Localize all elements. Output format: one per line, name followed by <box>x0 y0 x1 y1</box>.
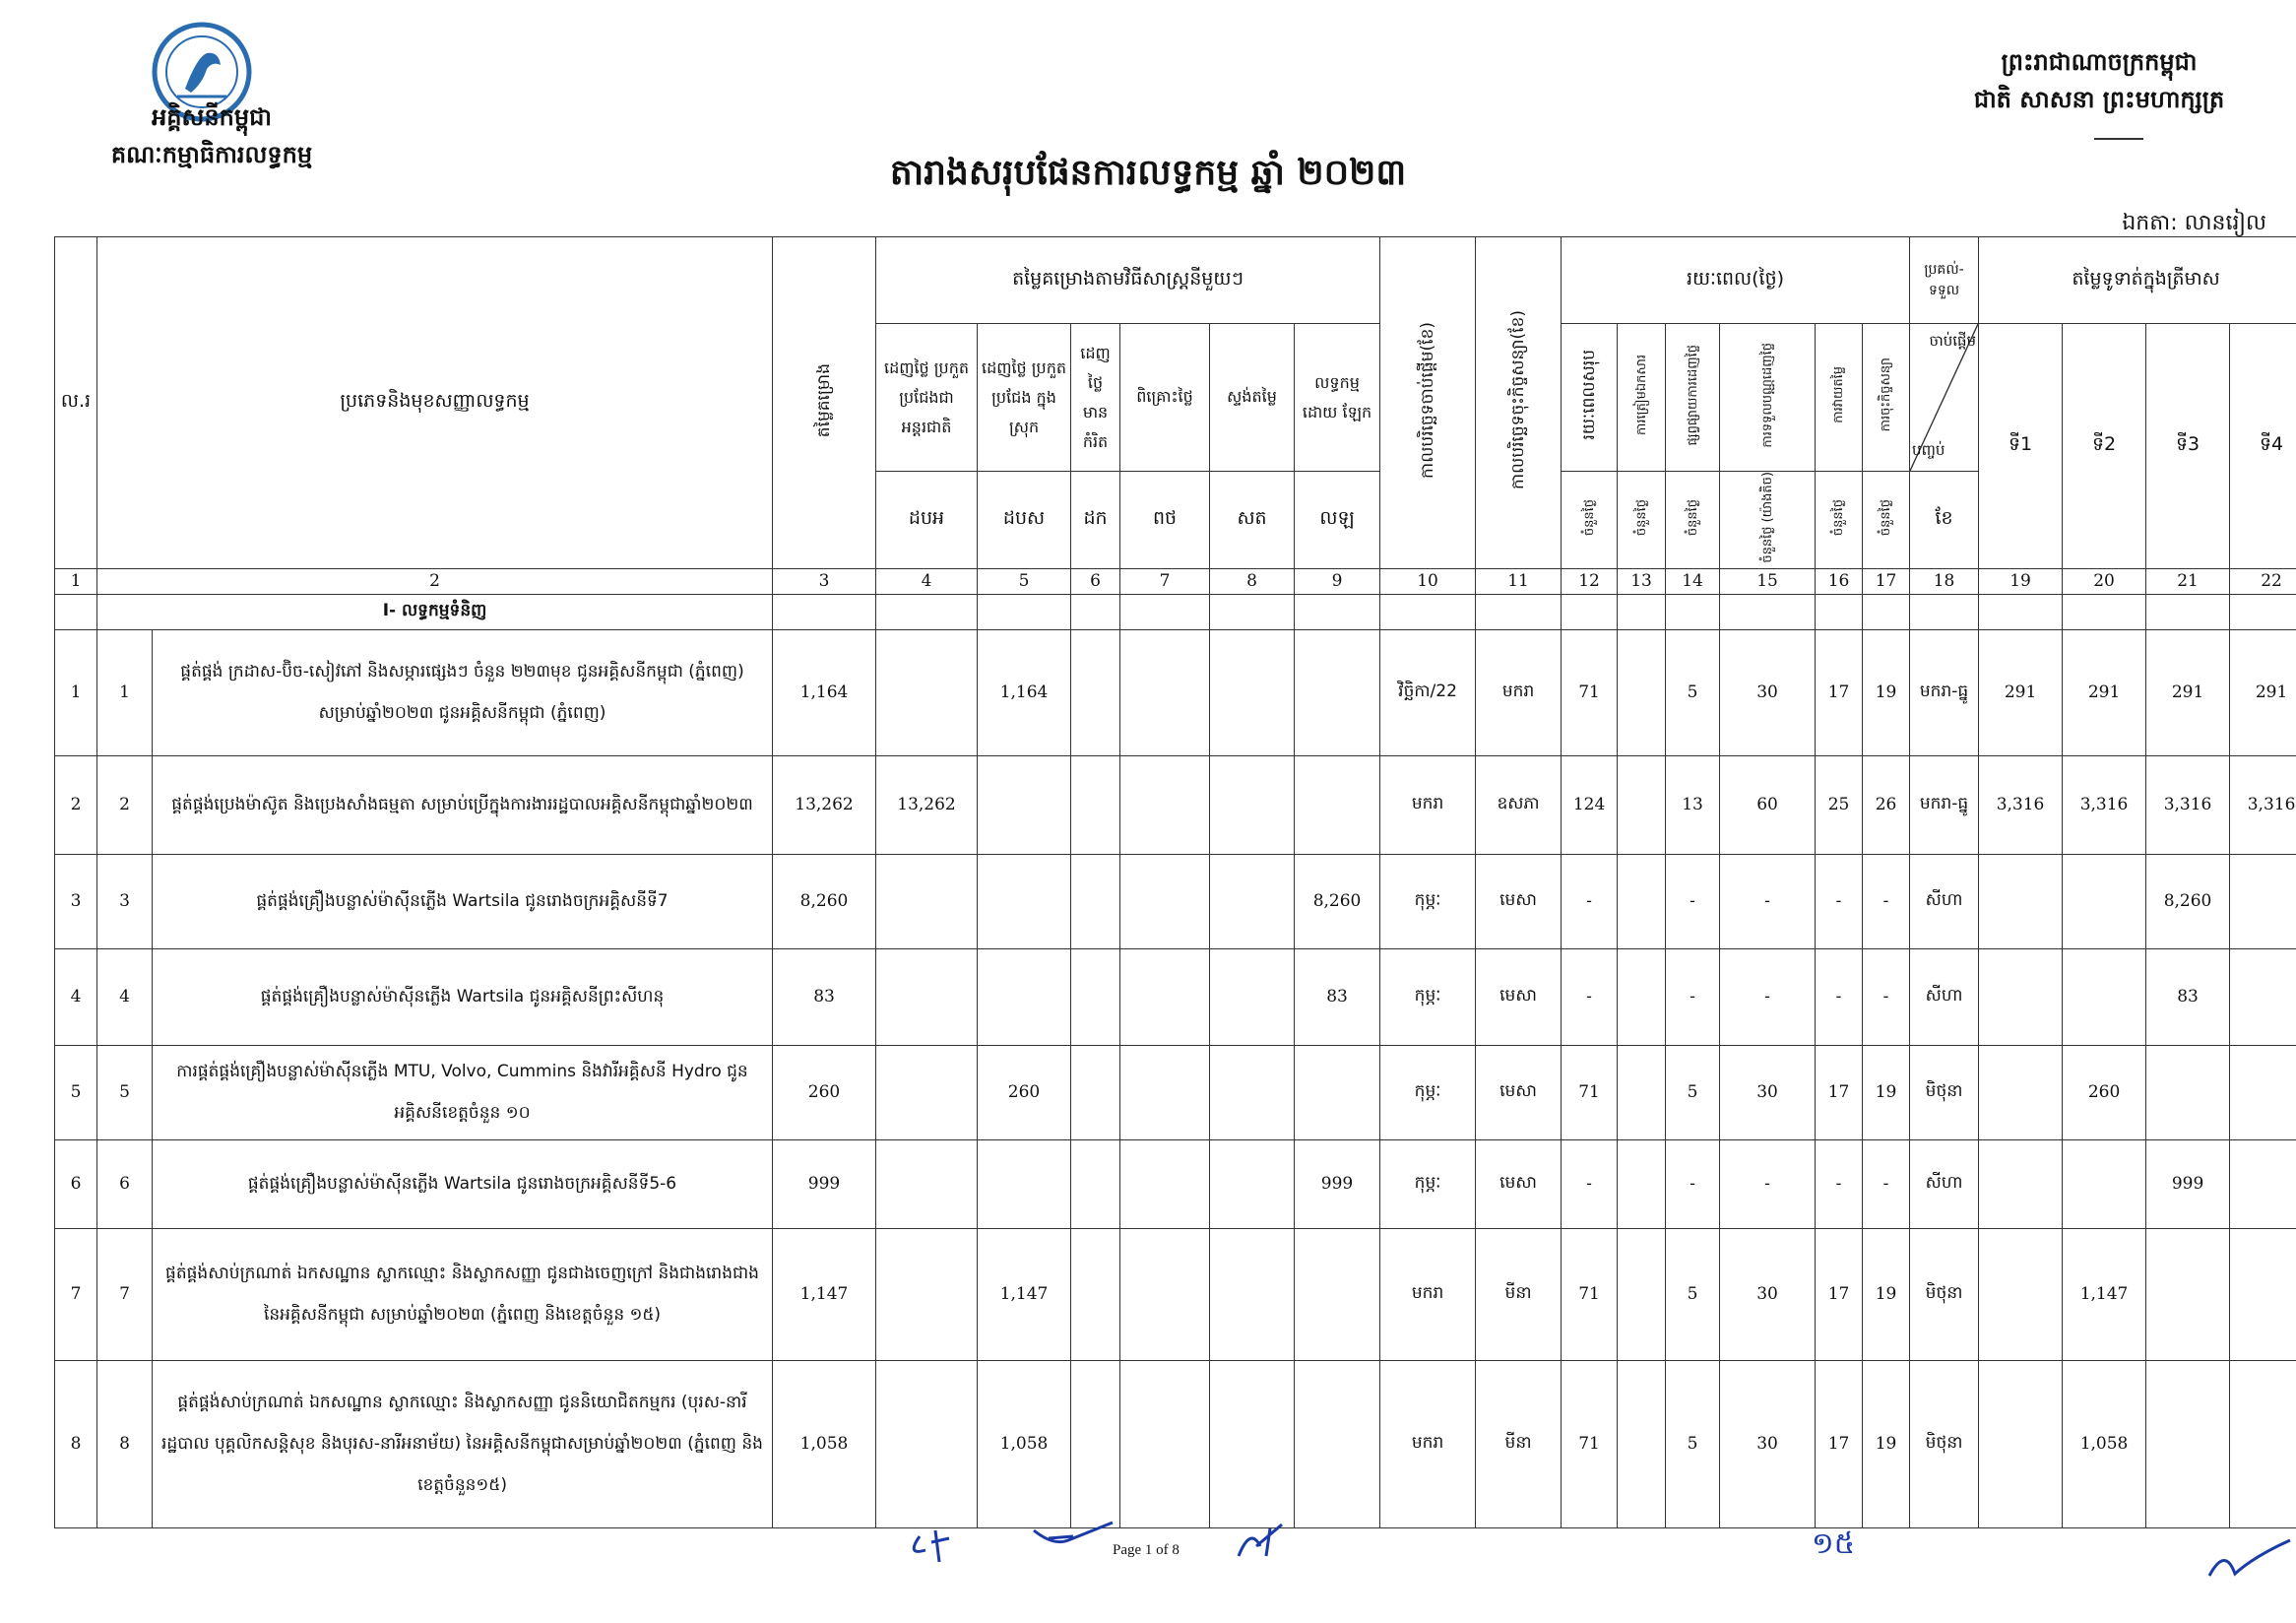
kingdom-line-2: ជាតិ សាសនា ព្រះមហាក្សត្រ <box>1973 86 2225 113</box>
row-q3: 3,316 <box>2146 755 2230 854</box>
column-number: 19 <box>1979 568 2063 594</box>
row-m7 <box>1120 1360 1210 1527</box>
row-q3: 291 <box>2146 629 2230 755</box>
row-d15: - <box>1720 948 1816 1045</box>
row-delivery: សីហា <box>1910 854 1979 948</box>
kingdom-line-1: ព្រះរាជាណាចក្រកម្ពុជា <box>2001 48 2198 76</box>
row-q4 <box>2230 1045 2296 1139</box>
row-q1 <box>1979 1360 2063 1527</box>
col-d12-unit: ចំនួនថ្ងៃ <box>1562 472 1618 569</box>
blank-cell <box>1666 594 1720 629</box>
row-m5 <box>978 854 1071 948</box>
row-description: ផ្គត់ផ្គង់ ក្រដាស-ប៊ិច-សៀវភៅ និងសម្ភារផ្សេងៗ ចំនួន ២២៣មុខ ជូនអគ្គិសនីកម្ពុជា (ភ្នំពេញ) សម្រាប់ឆ្នាំ២០២៣ ជូនអគ្គិសនីកម្ពុជា (ភ្នំពេញ) <box>153 629 773 755</box>
row-contract-date: មេសា <box>1476 854 1562 948</box>
row-sub-number: 1 <box>97 629 153 755</box>
row-d16: 17 <box>1816 629 1863 755</box>
row-m9 <box>1295 755 1380 854</box>
row-q4 <box>2230 1360 2296 1527</box>
column-number: 21 <box>2146 568 2230 594</box>
col-m5: ដេញថ្លៃ ប្រកួតប្រជែង ក្នុងស្រុក <box>978 324 1071 472</box>
row-m8 <box>1210 1139 1295 1228</box>
column-number: 15 <box>1720 568 1816 594</box>
row-start-date: កុម្ភៈ <box>1380 948 1476 1045</box>
row-d17: 19 <box>1863 1228 1910 1360</box>
row-m9: 83 <box>1295 948 1380 1045</box>
row-contract-date: មីនា <box>1476 1228 1562 1360</box>
column-number: 17 <box>1863 568 1910 594</box>
table-row <box>55 1139 2296 1228</box>
row-q4: 3,316 <box>2230 755 2296 854</box>
col-m6: ដេញថ្លៃ មាន កំរិត <box>1071 324 1120 472</box>
row-m9 <box>1295 1360 1380 1527</box>
col-start-date: កាលបរិច្ឆេទចាប់ផ្តើម(ខែ) <box>1380 237 1476 569</box>
column-number: 11 <box>1476 568 1562 594</box>
blank-cell <box>2146 594 2230 629</box>
row-m5: 1,058 <box>978 1360 1071 1527</box>
row-q2: 260 <box>2063 1045 2146 1139</box>
org-line-2: គណៈកម្មាធិការលទ្ធកម្ម <box>110 141 313 168</box>
column-number: 7 <box>1120 568 1210 594</box>
col-no: ល.រ <box>55 237 97 569</box>
row-d17: 19 <box>1863 629 1910 755</box>
row-m8 <box>1210 629 1295 755</box>
column-number: 18 <box>1910 568 1979 594</box>
row-number: 8 <box>55 1360 97 1527</box>
col-q4: ទី4 <box>2230 324 2296 569</box>
row-m7 <box>1120 1228 1210 1360</box>
blank-cell <box>1863 594 1910 629</box>
row-q1 <box>1979 1139 2063 1228</box>
row-contract-date: មីនា <box>1476 1360 1562 1527</box>
col-d12: រយៈពេលសរុប <box>1562 324 1618 472</box>
col-estimated-price: តម្លៃគម្រោង <box>773 237 876 569</box>
column-number: 3 <box>773 568 876 594</box>
col-m9: លទ្ធកម្ម ដោយ ឡែក <box>1295 324 1380 472</box>
column-number: 2 <box>97 568 773 594</box>
row-m8 <box>1210 948 1295 1045</box>
col-m7: ពិគ្រោះថ្លៃ <box>1120 324 1210 472</box>
blank-cell <box>876 594 978 629</box>
row-d17: 19 <box>1863 1045 1910 1139</box>
row-q4 <box>2230 1228 2296 1360</box>
col-quarter-group: តម្លៃទូទាត់ក្នុងត្រីមាស <box>1979 237 2296 324</box>
row-q3 <box>2146 1360 2230 1527</box>
blank-cell <box>1910 594 1979 629</box>
row-m6 <box>1071 629 1120 755</box>
row-d17: - <box>1863 854 1910 948</box>
blank-cell <box>1618 594 1666 629</box>
row-m9: 8,260 <box>1295 854 1380 948</box>
row-price: 999 <box>773 1139 876 1228</box>
row-contract-date: មករា <box>1476 629 1562 755</box>
unit-label: ឯកតា: លានរៀល <box>2122 211 2266 235</box>
row-start-date: មករា <box>1380 1360 1476 1527</box>
row-delivery: មករា-ធ្នូ <box>1910 755 1979 854</box>
row-q4: 291 <box>2230 629 2296 755</box>
row-sub-number: 6 <box>97 1139 153 1228</box>
col-contract-date: កាលបរិច្ឆេទចុះកិច្ចសន្យា(ខែ) <box>1476 237 1562 569</box>
blank-cell <box>1380 594 1476 629</box>
handwritten-page-number: ១៥ <box>1812 1526 1855 1561</box>
row-m4 <box>876 1139 978 1228</box>
col-m5-abbr: ដបស <box>978 472 1071 569</box>
row-d15: 60 <box>1720 755 1816 854</box>
row-price: 1,058 <box>773 1360 876 1527</box>
col-d14: ផ្សព្វផ្សាយការដេញថ្លៃ <box>1666 324 1720 472</box>
col-start-end <box>1910 324 1979 472</box>
row-start-date: កុម្ភៈ <box>1380 1139 1476 1228</box>
section-title: I- លទ្ធកម្មទំនិញ <box>97 594 773 629</box>
row-d13 <box>1618 948 1666 1045</box>
col-d15-unit: ចំនួនថ្ងៃ (យ៉ាងតិច) <box>1720 472 1816 569</box>
row-d17: - <box>1863 948 1910 1045</box>
row-q1: 291 <box>1979 629 2063 755</box>
label-start: ចាប់ផ្តើម <box>1929 332 1977 350</box>
column-number: 14 <box>1666 568 1720 594</box>
row-sub-number: 3 <box>97 854 153 948</box>
row-d12: 71 <box>1562 1045 1618 1139</box>
row-m4 <box>876 1360 978 1527</box>
col-d16: ការវាយតម្លៃ <box>1816 324 1863 472</box>
row-m7 <box>1120 1139 1210 1228</box>
row-m9 <box>1295 1228 1380 1360</box>
row-number: 6 <box>55 1139 97 1228</box>
motto-divider <box>2094 138 2143 140</box>
blank-cell <box>1476 594 1562 629</box>
row-d13 <box>1618 1228 1666 1360</box>
column-number: 22 <box>2230 568 2296 594</box>
section-blank-cell <box>55 594 97 629</box>
row-d14: 5 <box>1666 1045 1720 1139</box>
row-d15: 30 <box>1720 629 1816 755</box>
row-m8 <box>1210 854 1295 948</box>
row-m8 <box>1210 1360 1295 1527</box>
row-number: 7 <box>55 1228 97 1360</box>
row-start-date: មករា <box>1380 755 1476 854</box>
blank-cell <box>2063 594 2146 629</box>
col-m8: ស្ទង់តម្លៃ <box>1210 324 1295 472</box>
row-q2: 1,058 <box>2063 1360 2146 1527</box>
row-d12: - <box>1562 948 1618 1045</box>
column-number: 13 <box>1618 568 1666 594</box>
handwritten-initials <box>906 1517 1142 1576</box>
row-m4 <box>876 1228 978 1360</box>
row-d12: - <box>1562 1139 1618 1228</box>
table-row <box>55 1045 2296 1139</box>
row-d16: - <box>1816 1139 1863 1228</box>
column-number: 1 <box>55 568 97 594</box>
row-contract-date: ឧសភា <box>1476 755 1562 854</box>
row-m5 <box>978 1139 1071 1228</box>
row-q2 <box>2063 1139 2146 1228</box>
row-price: 1,147 <box>773 1228 876 1360</box>
col-d17-unit: ចំនួនថ្ងៃ <box>1863 472 1910 569</box>
row-d14: 13 <box>1666 755 1720 854</box>
row-m5 <box>978 948 1071 1045</box>
column-number: 12 <box>1562 568 1618 594</box>
column-number: 20 <box>2063 568 2146 594</box>
row-price: 260 <box>773 1045 876 1139</box>
row-d17: - <box>1863 1139 1910 1228</box>
column-number: 16 <box>1816 568 1863 594</box>
kingdom-motto <box>1951 43 2247 118</box>
row-d13 <box>1618 854 1666 948</box>
row-q1 <box>1979 854 2063 948</box>
blank-cell <box>978 594 1071 629</box>
row-d14: - <box>1666 854 1720 948</box>
row-m7 <box>1120 755 1210 854</box>
row-m6 <box>1071 755 1120 854</box>
row-sub-number: 4 <box>97 948 153 1045</box>
row-q1: 3,316 <box>1979 755 2063 854</box>
row-q2: 1,147 <box>2063 1228 2146 1360</box>
col-m4-abbr: ដបអ <box>876 472 978 569</box>
col-method-group: តម្លៃគម្រោងតាមវិធីសាស្ត្រនីមួយៗ <box>876 237 1380 324</box>
col-q2: ទី2 <box>2063 324 2146 569</box>
row-price: 1,164 <box>773 629 876 755</box>
page-indicator: Page 1 of 8 <box>1113 1542 1180 1558</box>
row-delivery: មិថុនា <box>1910 1360 1979 1527</box>
handwritten-signature <box>2205 1536 2294 1586</box>
row-d15: - <box>1720 854 1816 948</box>
row-q2 <box>2063 948 2146 1045</box>
row-d16: 17 <box>1816 1360 1863 1527</box>
row-delivery: សីហា <box>1910 1139 1979 1228</box>
row-description: ផ្គត់ផ្គង់ប្រេងម៉ាស៊ូត និងប្រេងសាំងធម្មតា សម្រាប់ប្រើក្នុងការងាររដ្ឋបាលអគ្គិសនីកម្ពុជាឆ្នាំ២០២៣ <box>153 755 773 854</box>
row-m8 <box>1210 1228 1295 1360</box>
row-d17: 19 <box>1863 1360 1910 1527</box>
table-row <box>55 755 2296 854</box>
row-sub-number: 5 <box>97 1045 153 1139</box>
row-q1 <box>1979 948 2063 1045</box>
blank-cell <box>1210 594 1295 629</box>
row-q2: 3,316 <box>2063 755 2146 854</box>
table-row <box>55 629 2296 755</box>
column-number: 10 <box>1380 568 1476 594</box>
row-price: 13,262 <box>773 755 876 854</box>
row-d16: 25 <box>1816 755 1863 854</box>
row-d14: 5 <box>1666 1228 1720 1360</box>
blank-cell <box>1562 594 1618 629</box>
row-delivery: មិថុនា <box>1910 1045 1979 1139</box>
row-d15: - <box>1720 1139 1816 1228</box>
row-start-date: កុម្ភៈ <box>1380 1045 1476 1139</box>
org-line-1: អគ្គិសនីកម្ពុជា <box>152 103 272 131</box>
row-d14: 5 <box>1666 1360 1720 1527</box>
row-contract-date: មេសា <box>1476 1045 1562 1139</box>
row-m5: 1,147 <box>978 1228 1071 1360</box>
column-number: 9 <box>1295 568 1380 594</box>
column-number: 6 <box>1071 568 1120 594</box>
row-m9 <box>1295 1045 1380 1139</box>
row-d12: 71 <box>1562 1228 1618 1360</box>
blank-cell <box>1071 594 1120 629</box>
row-m6 <box>1071 1139 1120 1228</box>
row-m6 <box>1071 1045 1120 1139</box>
row-start-date: មករា <box>1380 1228 1476 1360</box>
row-sub-number: 7 <box>97 1228 153 1360</box>
col-d17: ការចុះកិច្ចសន្យា <box>1863 324 1910 472</box>
row-description: ផ្គត់ផ្គង់សាប់ក្រណាត់ ឯកសណ្ឋាន ស្លាកឈ្មោះ និងស្លាកសញ្ញា ជូននិយោជិតកម្មករ (បុរស-នារីរដ្ឋបាល បុគ្គលិកសន្តិសុខ និងបុរស-នារីអនាម័យ) នៃអគ្គិសនីកម្ពុជាសម្រាប់ឆ្នាំ២០២៣ (ភ្នំពេញ និងខេត្តចំនួន១៥) <box>153 1360 773 1527</box>
row-d16: - <box>1816 854 1863 948</box>
column-number-row <box>55 568 2296 594</box>
row-q3: 83 <box>2146 948 2230 1045</box>
row-m4 <box>876 629 978 755</box>
row-sub-number: 8 <box>97 1360 153 1527</box>
row-d14: - <box>1666 1139 1720 1228</box>
col-m8-abbr: សត <box>1210 472 1295 569</box>
col-m6-abbr: ដក <box>1071 472 1120 569</box>
row-description: ការផ្គត់ផ្គង់គ្រឿងបន្លាស់ម៉ាស៊ីនភ្លើង MTU, Volvo, Cummins និងវារីអគ្គិសនី Hydro ជូនអគ្គិសនីខេត្តចំនួន ១០ <box>153 1045 773 1139</box>
col-d14-unit: ចំនួនថ្ងៃ <box>1666 472 1720 569</box>
row-d16: 17 <box>1816 1045 1863 1139</box>
row-delivery: សីហា <box>1910 948 1979 1045</box>
row-m5 <box>978 755 1071 854</box>
col-d13-unit: ចំនួនថ្ងៃ <box>1618 472 1666 569</box>
table-row <box>55 948 2296 1045</box>
blank-cell <box>1120 594 1210 629</box>
row-m4 <box>876 854 978 948</box>
row-m4: 13,262 <box>876 755 978 854</box>
row-description: ផ្គត់ផ្គង់គ្រឿងបន្លាស់ម៉ាស៊ីនភ្លើង Wartsila ជូនរោងចក្រអគ្គិសនីទី5-6 <box>153 1139 773 1228</box>
row-m6 <box>1071 1360 1120 1527</box>
row-q4 <box>2230 948 2296 1045</box>
table-row <box>55 1228 2296 1360</box>
row-sub-number: 2 <box>97 755 153 854</box>
row-d13 <box>1618 755 1666 854</box>
row-number: 4 <box>55 948 97 1045</box>
row-d15: 30 <box>1720 1045 1816 1139</box>
row-q3 <box>2146 1045 2230 1139</box>
row-m9 <box>1295 629 1380 755</box>
row-number: 1 <box>55 629 97 755</box>
col-m7-abbr: ពថ <box>1120 472 1210 569</box>
row-d15: 30 <box>1720 1228 1816 1360</box>
row-q1 <box>1979 1228 2063 1360</box>
col-type-subject: ប្រភេទនិងមុខសញ្ញាលទ្ធកម្ម <box>97 237 773 569</box>
col-delivery-group: ប្រគល់-ទទួល <box>1910 237 1979 324</box>
row-m6 <box>1071 1228 1120 1360</box>
row-description: ផ្គត់ផ្គង់សាប់ក្រណាត់ ឯកសណ្ឋាន ស្លាកឈ្មោះ និងស្លាកសញ្ញា ជូនជាងចេញក្រៅ និងជាងរោងជាង នៃអគ្គិសនីកម្ពុជា សម្រាប់ឆ្នាំ២០២៣ (ភ្នំពេញ និងខេត្តចំនួន ១៥) <box>153 1228 773 1360</box>
row-m9: 999 <box>1295 1139 1380 1228</box>
row-price: 8,260 <box>773 854 876 948</box>
col-duration-group: រយៈពេល(ថ្ងៃ) <box>1562 237 1910 324</box>
row-d16: - <box>1816 948 1863 1045</box>
row-m7 <box>1120 629 1210 755</box>
row-q2 <box>2063 854 2146 948</box>
column-number: 5 <box>978 568 1071 594</box>
row-description: ផ្គត់ផ្គង់គ្រឿងបន្លាស់ម៉ាស៊ីនភ្លើង Wartsila ជូនអគ្គិសនីព្រះសីហនុ <box>153 948 773 1045</box>
row-m6 <box>1071 948 1120 1045</box>
procurement-plan-table <box>54 236 2296 1528</box>
row-m5: 1,164 <box>978 629 1071 755</box>
row-delivery: មករា-ធ្នូ <box>1910 629 1979 755</box>
row-delivery: មិថុនា <box>1910 1228 1979 1360</box>
table-row <box>55 854 2296 948</box>
row-d14: 5 <box>1666 629 1720 755</box>
row-m8 <box>1210 755 1295 854</box>
column-number: 4 <box>876 568 978 594</box>
row-m5: 260 <box>978 1045 1071 1139</box>
blank-cell <box>1816 594 1863 629</box>
row-d12: 71 <box>1562 1360 1618 1527</box>
col-m9-abbr: លឡ <box>1295 472 1380 569</box>
row-d12: 71 <box>1562 629 1618 755</box>
document-title: តារាងសរុបផែនការលទ្ធកម្ម ឆ្នាំ ២០២៣ <box>889 153 1407 193</box>
row-q3: 999 <box>2146 1139 2230 1228</box>
row-q4 <box>2230 854 2296 948</box>
blank-cell <box>1295 594 1380 629</box>
label-end: បញ្ចប់ <box>1912 441 1945 459</box>
row-number: 3 <box>55 854 97 948</box>
col-month-unit: ខែ <box>1910 472 1979 569</box>
row-q2: 291 <box>2063 629 2146 755</box>
row-start-date: វិច្ឆិកា/22 <box>1380 629 1476 755</box>
row-d14: - <box>1666 948 1720 1045</box>
row-d12: 124 <box>1562 755 1618 854</box>
row-d12: - <box>1562 854 1618 948</box>
row-m7 <box>1120 1045 1210 1139</box>
col-d16-unit: ចំនួនថ្ងៃ <box>1816 472 1863 569</box>
row-m7 <box>1120 948 1210 1045</box>
row-number: 5 <box>55 1045 97 1139</box>
row-d13 <box>1618 1045 1666 1139</box>
row-q1 <box>1979 1045 2063 1139</box>
table-row <box>55 1360 2296 1527</box>
row-number: 2 <box>55 755 97 854</box>
col-d13: ការត្រៀមឯកសារ <box>1618 324 1666 472</box>
row-d13 <box>1618 1139 1666 1228</box>
row-m7 <box>1120 854 1210 948</box>
row-description: ផ្គត់ផ្គង់គ្រឿងបន្លាស់ម៉ាស៊ីនភ្លើង Wartsila ជូនរោងចក្រអគ្គិសនីទី7 <box>153 854 773 948</box>
blank-cell <box>1720 594 1816 629</box>
row-d13 <box>1618 1360 1666 1527</box>
column-number: 8 <box>1210 568 1295 594</box>
blank-cell <box>773 594 876 629</box>
row-contract-date: មេសា <box>1476 948 1562 1045</box>
row-d17: 26 <box>1863 755 1910 854</box>
col-q3: ទី3 <box>2146 324 2230 569</box>
row-m4 <box>876 948 978 1045</box>
row-q4 <box>2230 1139 2296 1228</box>
row-q3: 8,260 <box>2146 854 2230 948</box>
row-d16: 17 <box>1816 1228 1863 1360</box>
col-m4: ដេញថ្លៃ ប្រកួតប្រជែងជា អន្តរជាតិ <box>876 324 978 472</box>
col-d15: ការទទួលបណ្ណដេញថ្លៃ <box>1720 324 1816 472</box>
blank-cell <box>1979 594 2063 629</box>
row-start-date: កុម្ភៈ <box>1380 854 1476 948</box>
row-q3 <box>2146 1228 2230 1360</box>
row-contract-date: មេសា <box>1476 1139 1562 1228</box>
row-m6 <box>1071 854 1120 948</box>
row-m8 <box>1210 1045 1295 1139</box>
row-d13 <box>1618 629 1666 755</box>
col-q1: ទី1 <box>1979 324 2063 569</box>
handwritten-mark <box>1231 1517 1290 1566</box>
row-price: 83 <box>773 948 876 1045</box>
row-d15: 30 <box>1720 1360 1816 1527</box>
row-m4 <box>876 1045 978 1139</box>
